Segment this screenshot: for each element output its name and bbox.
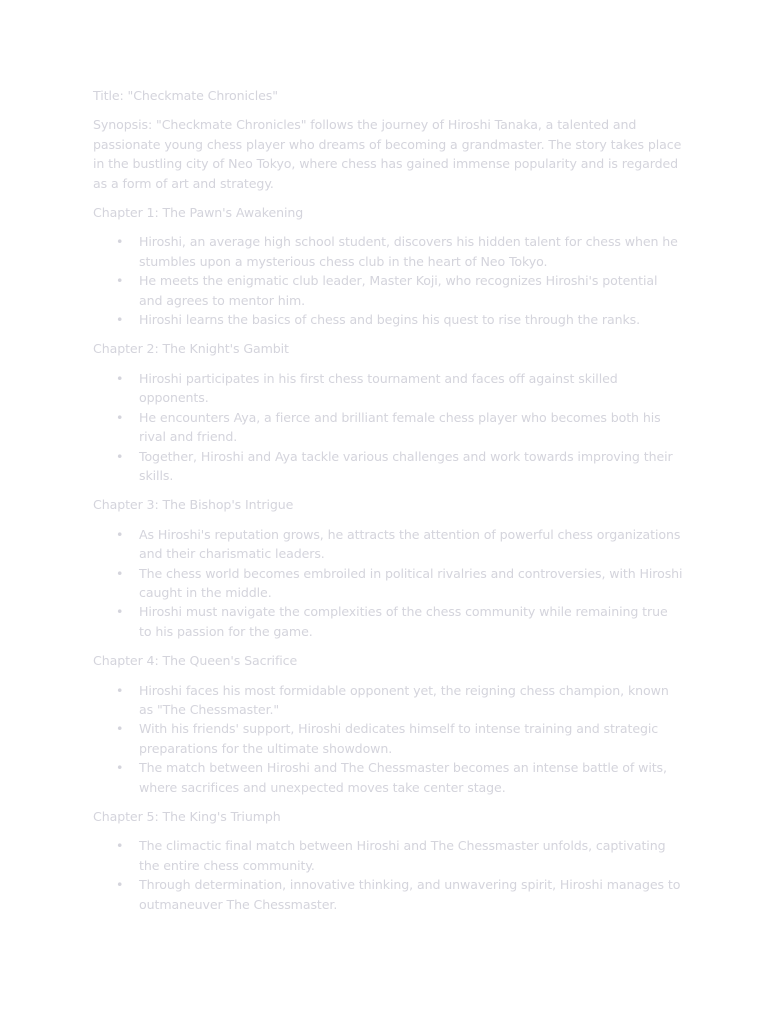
- chapter-heading: Chapter 2: The Knight's Gambit: [93, 341, 289, 357]
- list-item: [93, 719, 683, 758]
- chapter-bullet-list: [93, 525, 683, 641]
- list-item: [93, 836, 683, 875]
- synopsis-paragraph: Synopsis: "Checkmate Chronicles" follows the journey of Hiroshi Tanaka, a talented and passionate young chess player who dreams of becoming a grandmaster. The story takes place in the bustling city of Neo Tokyo, where chess has gained immense popularity and is regarded as a form of art and strategy.: [93, 117, 682, 191]
- bullet-icon: •: [116, 448, 124, 464]
- chapter-bullet-list: [93, 681, 683, 797]
- list-item-text: Hiroshi participates in his first chess tournament and faces off against skilled opponents.: [139, 370, 618, 406]
- list-item-text: He encounters Aya, a fierce and brilliant female chess player who becomes both his rival and friend.: [139, 409, 661, 445]
- list-item: [93, 447, 683, 486]
- list-item-text: Hiroshi, an average high school student, discovers his hidden talent for chess when he stumbles upon a mysterious chess club in the heart of Neo Tokyo.: [139, 234, 678, 269]
- document-title: Title: "Checkmate Chronicles": [93, 88, 278, 103]
- list-item-text: Together, Hiroshi and Aya tackle various challenges and work towards improving their skills.: [139, 448, 673, 483]
- list-item-text: As Hiroshi's reputation grows, he attracts the attention of powerful chess organizations and their charismatic leaders.: [139, 526, 681, 562]
- list-item: [93, 525, 683, 564]
- chapter-list: [93, 203, 683, 914]
- chapter-heading: Chapter 4: The Queen's Sacrifice: [93, 653, 298, 669]
- bullet-icon: •: [116, 234, 124, 250]
- bullet-icon: •: [116, 370, 124, 386]
- list-item-text: He meets the enigmatic club leader, Master Koji, who recognizes Hiroshi's potential and agrees to mentor him.: [139, 273, 658, 308]
- list-item-text: With his friends' support, Hiroshi dedicates himself to intense training and strategic preparations for the ultimate showdown.: [139, 721, 659, 756]
- bullet-icon: •: [116, 604, 124, 620]
- list-item-text: Hiroshi learns the basics of chess and begins his quest to rise through the ranks.: [139, 312, 641, 328]
- list-item: [93, 875, 683, 914]
- chapter-heading: Chapter 3: The Bishop's Intrigue: [93, 497, 294, 513]
- bullet-icon: •: [116, 682, 124, 698]
- list-item: [93, 271, 683, 310]
- list-item-text: Through determination, innovative thinking, and unwavering spirit, Hiroshi manages to outmaneuver The Chessmaster.: [139, 877, 681, 912]
- bullet-icon: •: [116, 838, 124, 854]
- bullet-icon: •: [116, 760, 124, 776]
- list-item: [93, 758, 683, 797]
- list-item: [93, 310, 683, 329]
- list-item: [93, 408, 683, 447]
- chapter-heading: Chapter 1: The Pawn's Awakening: [93, 205, 304, 221]
- bullet-icon: •: [116, 312, 124, 328]
- chapter-heading: Chapter 5: The King's Triumph: [93, 809, 281, 824]
- bullet-icon: •: [116, 526, 124, 542]
- bullet-icon: •: [116, 409, 124, 425]
- list-item-text: The match between Hiroshi and The Chessmaster becomes an intense battle of wits, where sacrifices and unexpected moves take center stage.: [139, 760, 667, 795]
- list-item: [93, 602, 683, 641]
- bullet-icon: •: [116, 273, 124, 289]
- list-item: [93, 564, 683, 603]
- list-item-text: Hiroshi faces his most formidable opponent yet, the reigning chess champion, known as "The Chessmaster.": [139, 682, 669, 717]
- list-item-text: The climactic final match between Hiroshi and The Chessmaster unfolds, captivating the entire chess community.: [139, 838, 666, 873]
- list-item-text: Hiroshi must navigate the complexities of the chess community while remaining true to his passion for the game.: [139, 604, 668, 639]
- chapter-bullet-list: [93, 369, 683, 485]
- list-item-text: The chess world becomes embroiled in political rivalries and controversies, with Hiroshi caught in the middle.: [139, 565, 683, 600]
- chapter-bullet-list: [93, 232, 683, 329]
- chapter-bullet-list: [93, 836, 683, 914]
- list-item: [93, 369, 683, 408]
- document-page: [93, 86, 683, 924]
- bullet-icon: •: [116, 877, 124, 893]
- list-item: [93, 681, 683, 720]
- bullet-icon: •: [116, 565, 124, 581]
- bullet-icon: •: [116, 721, 124, 737]
- list-item: [93, 232, 683, 271]
